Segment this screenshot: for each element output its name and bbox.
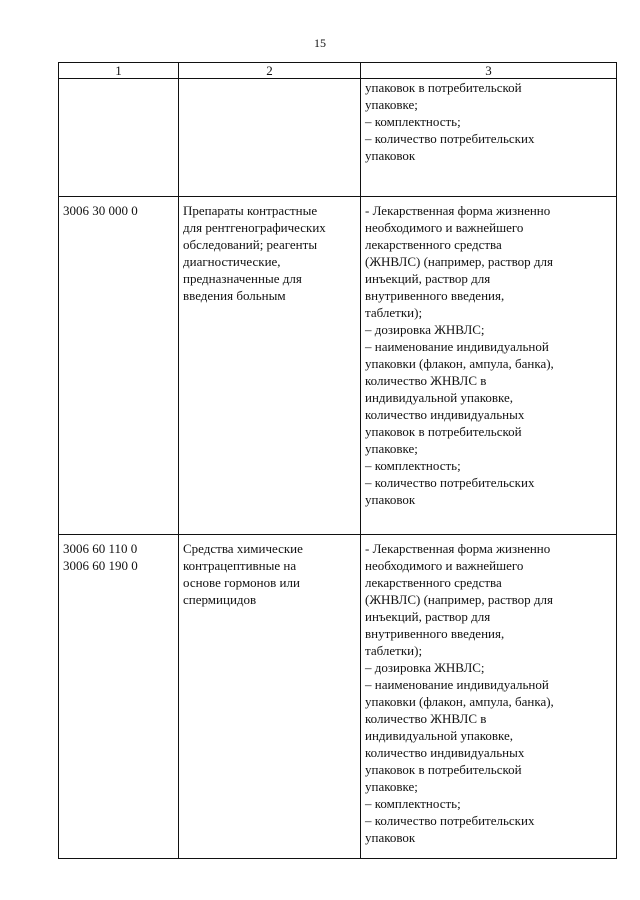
table-row bbox=[59, 197, 617, 535]
cell-text-line: количество индивидуальных bbox=[365, 745, 525, 760]
header-row bbox=[59, 63, 617, 79]
name-cell bbox=[179, 79, 361, 197]
cell-text-line: количество индивидуальных bbox=[365, 407, 525, 422]
cell-text-line: – дозировка ЖНВЛС; bbox=[365, 322, 485, 337]
cell-text-line: упаковок bbox=[365, 492, 416, 507]
cell-text-line: упаковок в потребительской bbox=[365, 762, 522, 777]
cell-text-line: таблетки); bbox=[365, 305, 423, 320]
cell-text-line: внутривенного введения, bbox=[365, 288, 505, 303]
cell-text-line: упаковке; bbox=[365, 779, 418, 794]
cell-text-line: - Лекарственная форма жизненно bbox=[365, 203, 551, 218]
cell-text-line: контрацептивные на bbox=[183, 558, 297, 573]
cell-text-line: упаковки (флакон, ампула, банка), bbox=[365, 356, 554, 371]
header-col-2: 2 bbox=[179, 63, 361, 79]
cell-text-line: инъекций, раствор для bbox=[365, 609, 491, 624]
cell-text-line: спермицидов bbox=[183, 592, 257, 607]
cell-text-line: необходимого и важнейшего bbox=[365, 558, 524, 573]
cell-text-line: лекарственного средства bbox=[365, 575, 502, 590]
code-cell bbox=[59, 79, 179, 197]
header-col-3: 3 bbox=[361, 63, 617, 79]
cell-text-line: диагностические, bbox=[183, 254, 281, 269]
table-row bbox=[59, 535, 617, 859]
cell-text-line: упаковок в потребительской bbox=[365, 424, 522, 439]
cell-text-line: 3006 30 000 0 bbox=[63, 203, 138, 218]
cell-text-line: внутривенного введения, bbox=[365, 626, 505, 641]
cell-text-line: – комплектность; bbox=[365, 458, 461, 473]
cell-text-line: (ЖНВЛС) (например, раствор для bbox=[365, 592, 554, 607]
code-cell bbox=[59, 535, 179, 859]
cell-text-line: (ЖНВЛС) (например, раствор для bbox=[365, 254, 554, 269]
cell-text-line: – комплектность; bbox=[365, 114, 461, 129]
cell-text-line: – количество потребительских bbox=[365, 131, 535, 146]
cell-text-line: предназначенные для bbox=[183, 271, 302, 286]
table-header bbox=[59, 63, 617, 79]
cell-text-line: основе гормонов или bbox=[183, 575, 300, 590]
cell-text-line: количество ЖНВЛС в bbox=[365, 711, 487, 726]
cell-text-line: 3006 60 110 0 bbox=[63, 541, 138, 556]
goods-table bbox=[58, 62, 617, 859]
cell-text-line: упаковке; bbox=[365, 441, 418, 456]
cell-text-line: упаковок в потребительской bbox=[365, 80, 522, 95]
cell-text-line: – количество потребительских bbox=[365, 813, 535, 828]
cell-text-line: – количество потребительских bbox=[365, 475, 535, 490]
cell-text-line: обследований; реагенты bbox=[183, 237, 318, 252]
cell-text-line: инъекций, раствор для bbox=[365, 271, 491, 286]
requirements-cell bbox=[361, 79, 617, 197]
table-body bbox=[59, 79, 617, 859]
name-cell bbox=[179, 197, 361, 535]
code-cell bbox=[59, 197, 179, 535]
cell-text-line: индивидуальной упаковке, bbox=[365, 728, 514, 743]
cell-text-line: таблетки); bbox=[365, 643, 423, 658]
cell-text-line: – дозировка ЖНВЛС; bbox=[365, 660, 485, 675]
cell-text-line: необходимого и важнейшего bbox=[365, 220, 524, 235]
cell-text-line: лекарственного средства bbox=[365, 237, 502, 252]
cell-text-line: – комплектность; bbox=[365, 796, 461, 811]
cell-text-line: упаковок bbox=[365, 148, 416, 163]
header-col-1: 1 bbox=[59, 63, 179, 79]
cell-text-line: упаковке; bbox=[365, 97, 418, 112]
table-row-continuation bbox=[59, 79, 617, 197]
cell-text-line: количество ЖНВЛС в bbox=[365, 373, 487, 388]
page-number: 15 bbox=[314, 36, 326, 50]
cell-text-line: упаковки (флакон, ампула, банка), bbox=[365, 694, 554, 709]
cell-text-line: Средства химические bbox=[183, 541, 303, 556]
cell-text-line: – наименование индивидуальной bbox=[365, 339, 549, 354]
cell-text-line: – наименование индивидуальной bbox=[365, 677, 549, 692]
cell-text-line: - Лекарственная форма жизненно bbox=[365, 541, 551, 556]
cell-text-line: введения больным bbox=[183, 288, 286, 303]
cell-text-line: упаковок bbox=[365, 830, 416, 845]
requirements-cell bbox=[361, 535, 617, 859]
requirements-cell bbox=[361, 197, 617, 535]
cell-text-line: Препараты контрастные bbox=[183, 203, 318, 218]
cell-text-line: индивидуальной упаковке, bbox=[365, 390, 514, 405]
name-cell bbox=[179, 535, 361, 859]
cell-text-line: для рентгенографических bbox=[183, 220, 326, 235]
cell-text-line: 3006 60 190 0 bbox=[63, 558, 138, 573]
